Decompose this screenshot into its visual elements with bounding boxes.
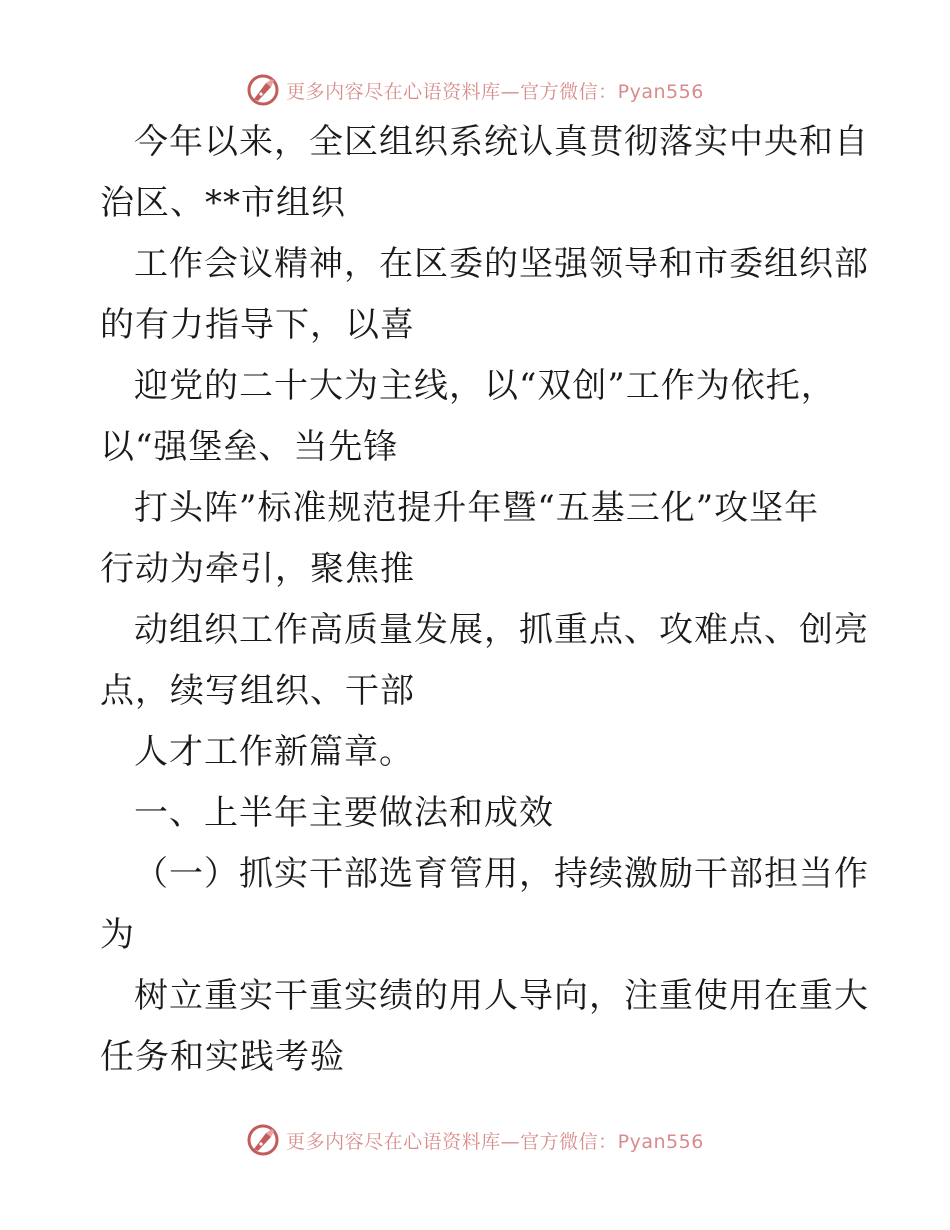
header-watermark-text: 更多内容尽在心语资料库—官方微信：Pyan556 [286,80,704,103]
document-body [100,112,869,1088]
footer-watermark-text: 更多内容尽在心语资料库—官方微信：Pyan556 [286,1130,704,1153]
subsection-heading: （一）抓实干部选育管用，持续激励干部担当作 [134,854,869,894]
text-line: 治区、**市组织 [100,183,346,223]
text-line: 行动为牵引，聚焦推 [100,549,415,589]
text-line: 今年以来，全区组织系统认真贯彻落实中央和自 [134,122,869,162]
header-watermark [0,70,950,110]
text-line: 以“强堡垒、当先锋 [100,427,399,467]
text-line: 迎党的二十大为主线，以“双创”工作为依托， [134,366,836,406]
text-line: 动组织工作高质量发展，抓重点、攻难点、创亮 [134,610,869,650]
text-line: 人才工作新篇章。 [134,732,414,772]
text-line: 打头阵”标准规范提升年暨“五基三化”攻坚年 [134,488,820,528]
text-line: 树立重实干重实绩的用人导向，注重使用在重大 [134,976,869,1016]
text-line: 任务和实践考验 [100,1037,345,1077]
text-line: 的有力指导下，以喜 [100,305,415,345]
text-line: 点，续写组织、干部 [100,671,415,711]
footer-watermark [0,1120,950,1160]
section-heading: 一、上半年主要做法和成效 [134,793,554,833]
pen-nib-circle-icon [246,73,280,107]
text-line: 为 [100,915,135,955]
text-line: 工作会议精神，在区委的坚强领导和市委组织部 [134,244,869,284]
pen-nib-circle-icon [246,1123,280,1157]
